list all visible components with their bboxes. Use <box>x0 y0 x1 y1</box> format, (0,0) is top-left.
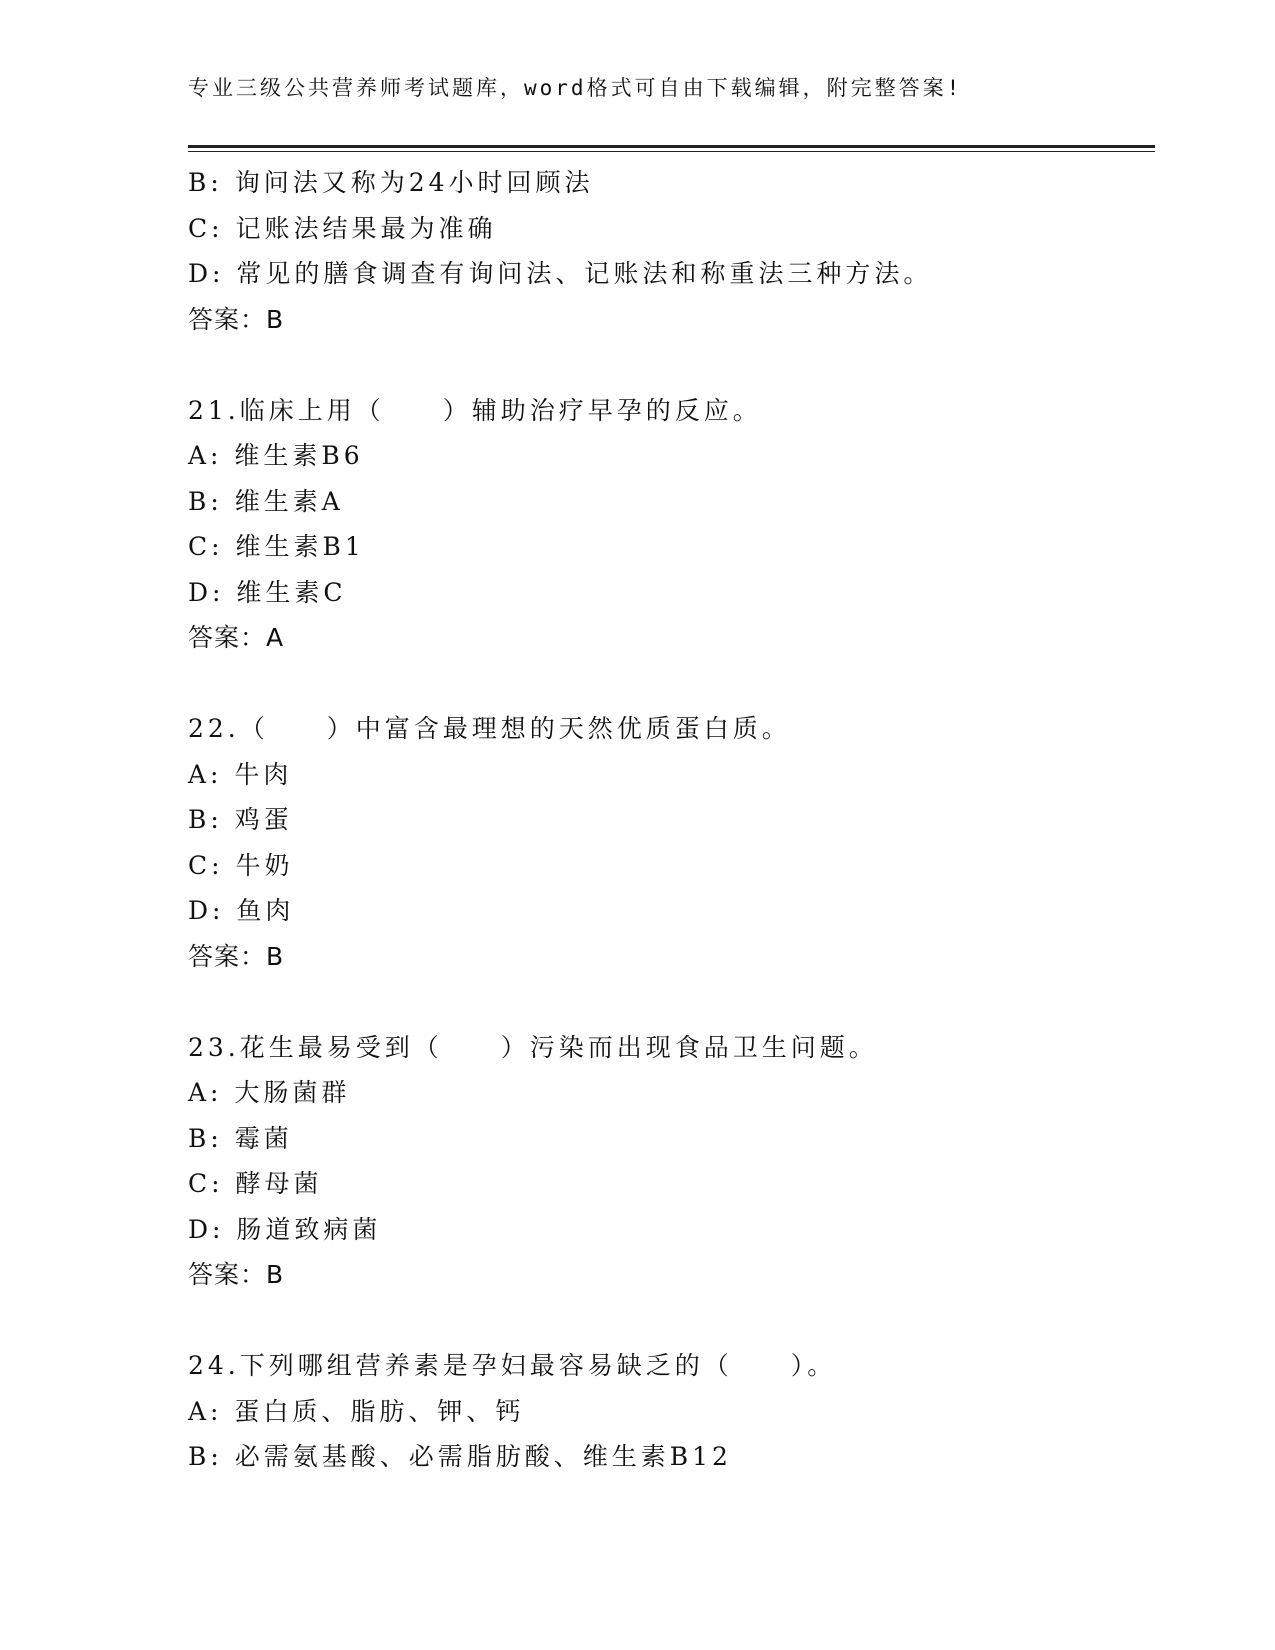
option-d: D: 肠道致病菌 <box>188 1214 382 1244</box>
option-a: A: 维生素B6 <box>188 441 364 470</box>
question-24-stem: 24.下列哪组营养素是孕妇最容易缺乏的（ ）。 <box>188 1351 837 1380</box>
spacer <box>188 1298 1148 1344</box>
option-b: B: 霉菌 <box>188 1123 293 1153</box>
question-content <box>188 160 1148 1480</box>
header-rule-thin <box>188 151 1155 152</box>
spacer <box>188 661 1148 707</box>
answer: 答案：B <box>188 1260 285 1289</box>
option-c: C: 记账法结果最为准确 <box>188 213 497 243</box>
option-d: D: 常见的膳食调查有询问法、记账法和称重法三种方法。 <box>188 259 933 288</box>
answer: 答案：B <box>188 941 285 971</box>
option-d: D: 鱼肉 <box>188 896 295 925</box>
spacer <box>188 979 1148 1025</box>
option-b: B: 维生素A <box>188 486 344 516</box>
option-b: B: 必需氨基酸、必需脂肪酸、维生素B12 <box>188 1442 732 1471</box>
spacer <box>188 342 1148 388</box>
option-d: D: 维生素C <box>188 577 347 607</box>
answer: 答案：B <box>188 304 285 334</box>
option-a: A: 大肠菌群 <box>188 1078 351 1107</box>
option-b: B: 询问法又称为24小时回顾法 <box>188 168 594 197</box>
option-c: C: 牛奶 <box>188 850 294 880</box>
option-b: B: 鸡蛋 <box>188 805 293 834</box>
option-c: C: 维生素B1 <box>188 532 365 561</box>
question-22-stem: 22.（ ）中富含最理想的天然优质蛋白质。 <box>188 714 791 743</box>
answer: 答案：A <box>188 623 285 652</box>
option-c: C: 酵母菌 <box>188 1169 323 1198</box>
question-21-stem: 21.临床上用（ ）辅助治疗早孕的反应。 <box>188 395 762 425</box>
header-rule-thick <box>188 145 1155 148</box>
page-header: 专业三级公共营养师考试题库，word格式可自由下载编辑，附完整答案! <box>188 76 963 100</box>
option-a: A: 蛋白质、脂肪、钾、钙 <box>188 1396 525 1426</box>
option-a: A: 牛肉 <box>188 759 293 789</box>
question-23-stem: 23.花生最易受到（ ）污染而出现食品卫生问题。 <box>188 1032 878 1062</box>
